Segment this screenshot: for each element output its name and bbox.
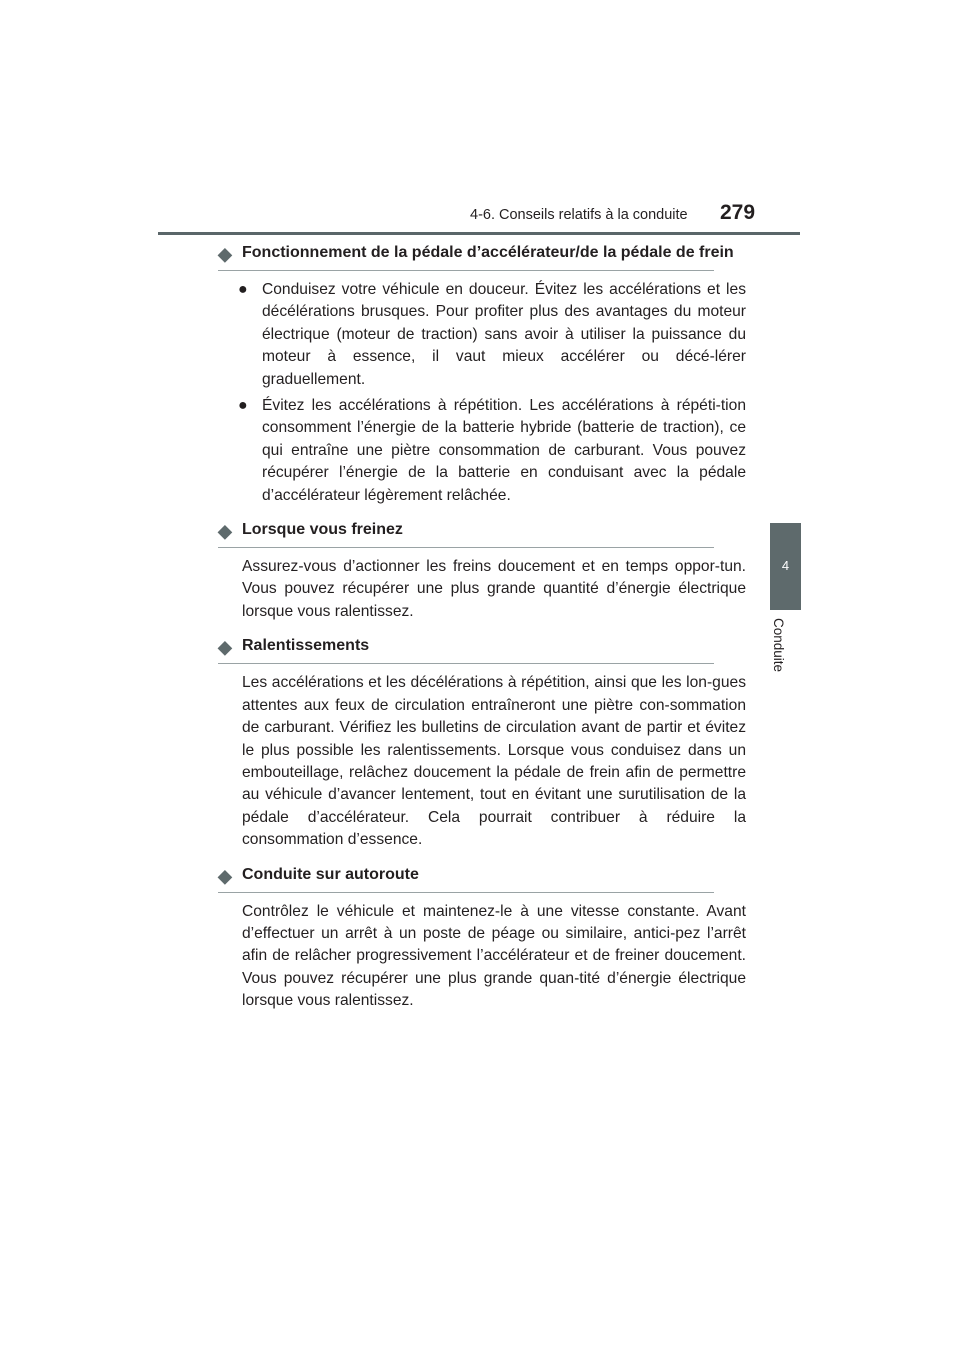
section-paragraph: Les accélérations et les décélérations à répétition, ainsi que les lon-gues attentes aux feux de circulation entraîneront une piètre con-sommation de carburant. Vérifiez les bulletins de circulation avant de partir et évitez le plus possible les ralentissements. Lorsque vous conduisez dans un embouteillage, relâchez doucement la pédale de frein afin de permettre au véhicule d’avancer lentement, tout en évitant une surutilisation de la pédale d’accélérateur. Cela pourrait contribuer à réduire la consommation d’essence. bbox=[242, 674, 746, 849]
bullet-icon: ● bbox=[238, 397, 248, 415]
list-item bbox=[238, 395, 746, 507]
header-rule bbox=[158, 232, 800, 235]
section-paragraph: Contrôlez le véhicule et maintenez-le à une vitesse constante. Avant d’effectuer un arrêt à un poste de péage ou similaire, antici-pez l’arrêt afin de relâcher progressivement l’accélérateur et de freiner doucement. Vous pouvez récupérer une plus grande quan-tité d’énergie électrique lorsque vous ralentissez. bbox=[242, 902, 746, 1010]
section-heading bbox=[218, 864, 714, 893]
list-item bbox=[238, 279, 746, 391]
section-heading bbox=[218, 519, 714, 548]
page-content bbox=[218, 240, 746, 1013]
bullet-icon: ● bbox=[238, 281, 248, 298]
section-heading-text: Lorsque vous freinez bbox=[242, 521, 403, 539]
section-heading-text: Conduite sur autoroute bbox=[242, 865, 419, 883]
diamond-icon: ◆ bbox=[218, 521, 232, 542]
section-paragraph: Assurez-vous d’actionner les freins doucement et en temps oppor-tun. Vous pouvez récupérer une plus grande quantité d’énergie électrique lorsque vous ralentissez. bbox=[242, 558, 746, 620]
section-heading bbox=[218, 242, 734, 271]
diamond-icon: ◆ bbox=[218, 637, 232, 658]
section-heading-text: Fonctionnement de la pédale d’accélérateur/de la pédale de frein bbox=[242, 244, 734, 261]
page-header bbox=[0, 0, 960, 240]
chapter-tab-number: 4 bbox=[781, 558, 790, 573]
section-title: 4-6. Conseils relatifs à la conduite bbox=[470, 207, 688, 223]
diamond-icon: ◆ bbox=[218, 244, 232, 264]
diamond-icon: ◆ bbox=[218, 865, 232, 886]
chapter-tab-label bbox=[772, 614, 800, 684]
list-item-text: Évitez les accélérations à répétition. Les accélérations à répéti-tion consomment l’énergie de la batterie hybride (batterie de traction), ce qui entraîne une piètre consommation de carburant. Vous pouvez récupérer l’énergie de la batterie en conduisant avec la pédale d’accélérateur légèrement relâchée. bbox=[262, 397, 746, 504]
section-heading bbox=[218, 635, 714, 664]
chapter-tab-label-text: Conduite bbox=[771, 618, 786, 673]
list-item-text: Conduisez votre véhicule en douceur. Évitez les accélérations et les décélérations brusques. Pour profiter plus des avantages du moteur électrique (moteur de traction) sans avoir à utiliser la puissance du moteur à essence, il vaut mieux accélérer ou décé-lérer graduellement. bbox=[262, 281, 746, 388]
page-number: 279 bbox=[720, 201, 756, 224]
section-heading-text: Ralentissements bbox=[242, 637, 370, 655]
